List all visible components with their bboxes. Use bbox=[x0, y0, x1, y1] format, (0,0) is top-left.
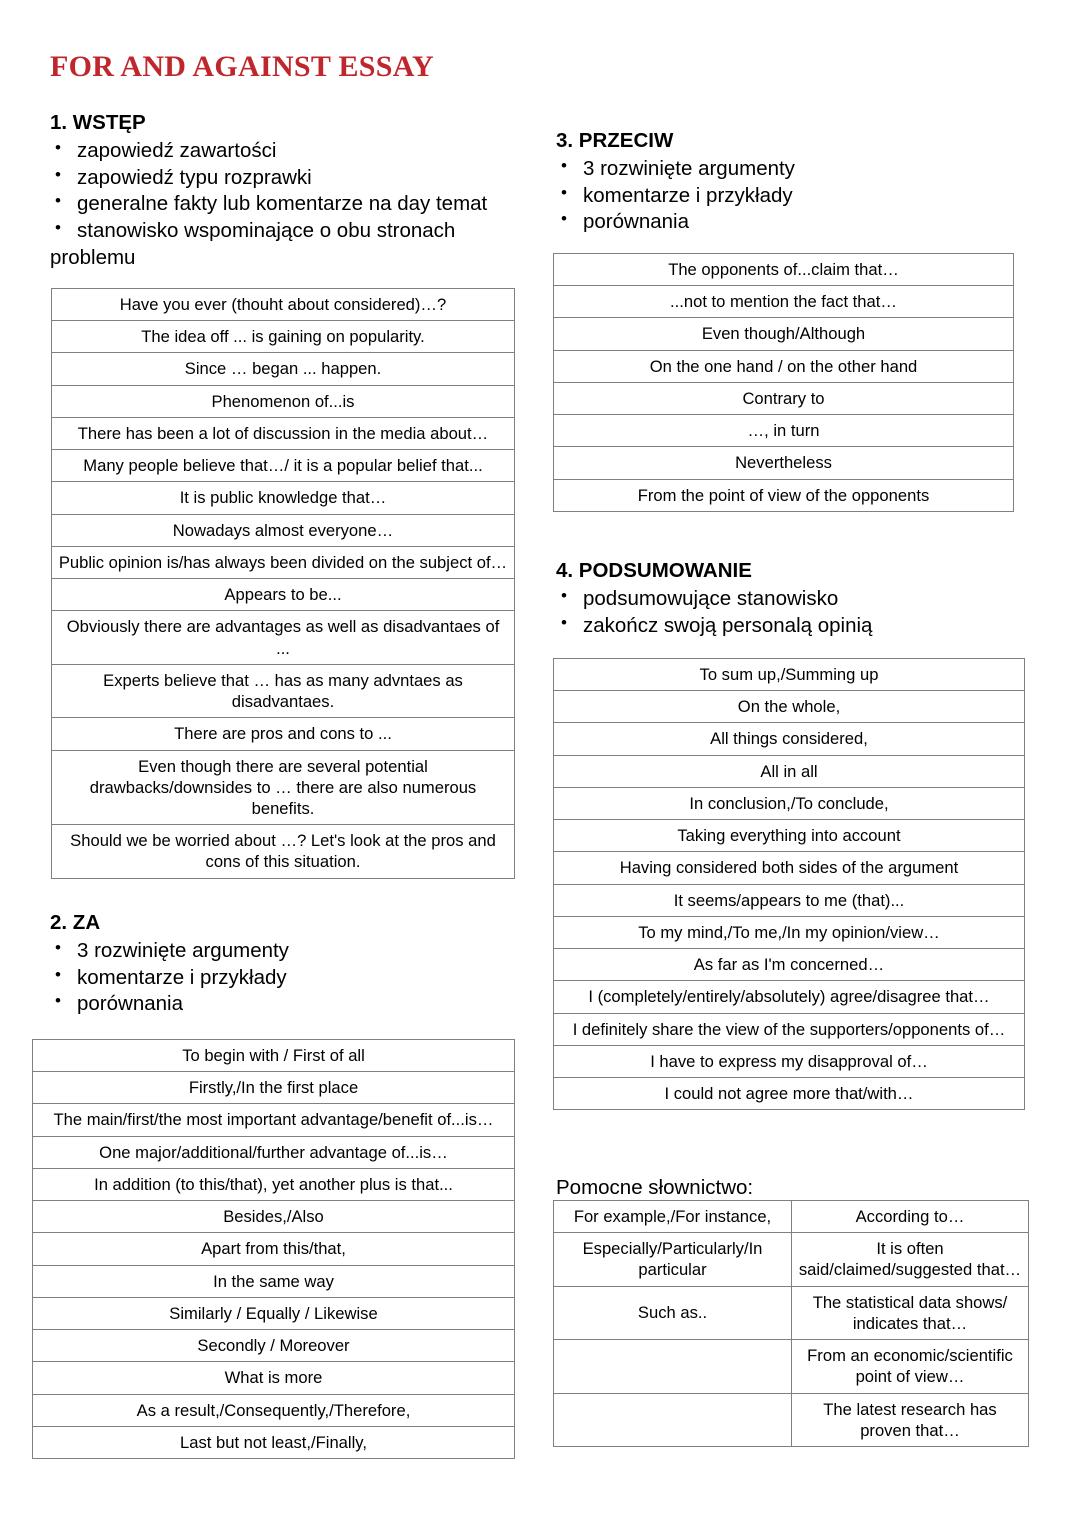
table-row bbox=[52, 825, 515, 878]
podsumowanie-phrase-table bbox=[553, 658, 1025, 1110]
table-row bbox=[554, 1286, 1029, 1339]
phrase-cell: Taking everything into account bbox=[554, 820, 1025, 852]
section-wstep bbox=[50, 110, 520, 271]
phrase-cell: I definitely share the view of the supporters/opponents of… bbox=[554, 1013, 1025, 1045]
vocab-cell: For example,/For instance, bbox=[554, 1201, 792, 1233]
phrase-cell: All in all bbox=[554, 755, 1025, 787]
section-podsumowanie bbox=[556, 558, 1016, 639]
list-item: • porównania bbox=[556, 209, 1016, 236]
table-row bbox=[554, 350, 1014, 382]
table-row bbox=[52, 450, 515, 482]
table-row bbox=[554, 981, 1025, 1013]
section-podsumowanie-heading: 4. PODSUMOWANIE bbox=[556, 559, 752, 582]
phrase-cell: Nevertheless bbox=[554, 447, 1014, 479]
table-row bbox=[52, 718, 515, 750]
phrase-cell: Phenomenon of...is bbox=[52, 385, 515, 417]
list-item: • zapowiedź typu rozprawki bbox=[50, 165, 520, 192]
wstep-phrase-table bbox=[51, 288, 515, 879]
phrase-cell: On the one hand / on the other hand bbox=[554, 350, 1014, 382]
table-row bbox=[33, 1265, 515, 1297]
table-row bbox=[554, 916, 1025, 948]
phrase-cell: I could not agree more that/with… bbox=[554, 1078, 1025, 1110]
phrase-cell: It seems/appears to me (that)... bbox=[554, 884, 1025, 916]
phrase-cell: The main/first/the most important advantage/benefit of...is… bbox=[33, 1104, 515, 1136]
phrase-cell: The opponents of...claim that… bbox=[554, 254, 1014, 286]
table-row bbox=[33, 1040, 515, 1072]
section-za-heading: 2. ZA bbox=[50, 911, 101, 934]
table-row bbox=[554, 479, 1014, 511]
vocab-cell-empty bbox=[554, 1340, 792, 1393]
phrase-cell: Since … began ... happen. bbox=[52, 353, 515, 385]
table-row bbox=[52, 417, 515, 449]
vocab-cell-empty bbox=[554, 1393, 792, 1446]
phrase-cell: From the point of view of the opponents bbox=[554, 479, 1014, 511]
section-przeciw-bullets bbox=[556, 156, 1016, 236]
table-row bbox=[554, 318, 1014, 350]
page-title: FOR AND AGAINST ESSAY bbox=[50, 50, 434, 83]
list-item: • komentarze i przykłady bbox=[50, 965, 520, 992]
table-row bbox=[33, 1330, 515, 1362]
za-phrase-table bbox=[32, 1039, 515, 1459]
list-item: • podsumowujące stanowisko bbox=[556, 586, 1016, 613]
przeciw-phrase-table bbox=[553, 253, 1014, 512]
vocabulary-label: Pomocne słownictwo: bbox=[556, 1176, 754, 1199]
phrase-cell: I (completely/entirely/absolutely) agree/disagree that… bbox=[554, 981, 1025, 1013]
phrase-cell: The idea off ... is gaining on popularity. bbox=[52, 321, 515, 353]
phrase-cell: Apart from this/that, bbox=[33, 1233, 515, 1265]
table-row bbox=[554, 1340, 1029, 1393]
list-item: • komentarze i przykłady bbox=[556, 183, 1016, 210]
phrase-cell: As a result,/Consequently,/Therefore, bbox=[33, 1394, 515, 1426]
table-row bbox=[33, 1233, 515, 1265]
table-row bbox=[554, 820, 1025, 852]
list-item: • zapowiedź zawartości bbox=[50, 138, 520, 165]
table-row bbox=[33, 1394, 515, 1426]
table-row bbox=[33, 1168, 515, 1200]
phrase-cell: Firstly,/In the first place bbox=[33, 1072, 515, 1104]
table-row bbox=[52, 579, 515, 611]
table-row bbox=[33, 1297, 515, 1329]
phrase-cell: On the whole, bbox=[554, 691, 1025, 723]
table-row bbox=[554, 787, 1025, 819]
phrase-cell: Even though there are several potential drawbacks/downsides to … there are also numerous benefits. bbox=[52, 750, 515, 825]
table-row bbox=[554, 382, 1014, 414]
list-item: • 3 rozwinięte argumenty bbox=[50, 938, 520, 965]
phrase-cell: There are pros and cons to ... bbox=[52, 718, 515, 750]
phrase-cell: Obviously there are advantages as well as disadvantaes of ... bbox=[52, 611, 515, 664]
phrase-cell: …, in turn bbox=[554, 415, 1014, 447]
phrase-cell: I have to express my disapproval of… bbox=[554, 1045, 1025, 1077]
phrase-cell: ...not to mention the fact that… bbox=[554, 286, 1014, 318]
list-item: • porównania bbox=[50, 991, 520, 1018]
phrase-cell: To sum up,/Summing up bbox=[554, 659, 1025, 691]
table-row bbox=[554, 1233, 1029, 1286]
table-row bbox=[52, 289, 515, 321]
table-row bbox=[554, 254, 1014, 286]
phrase-cell: Similarly / Equally / Likewise bbox=[33, 1297, 515, 1329]
table-row bbox=[554, 1013, 1025, 1045]
table-row bbox=[554, 949, 1025, 981]
table-row bbox=[52, 611, 515, 664]
phrase-cell: There has been a lot of discussion in the media about… bbox=[52, 417, 515, 449]
table-row bbox=[554, 1045, 1025, 1077]
table-row bbox=[554, 755, 1025, 787]
table-row bbox=[554, 286, 1014, 318]
phrase-cell: In conclusion,/To conclude, bbox=[554, 787, 1025, 819]
phrase-cell: It is public knowledge that… bbox=[52, 482, 515, 514]
section-przeciw bbox=[556, 128, 1016, 236]
vocabulary-table bbox=[553, 1200, 1029, 1447]
table-row bbox=[554, 884, 1025, 916]
phrase-cell: To begin with / First of all bbox=[33, 1040, 515, 1072]
vocab-cell: According to… bbox=[792, 1201, 1029, 1233]
table-row bbox=[52, 750, 515, 825]
section-przeciw-heading: 3. PRZECIW bbox=[556, 129, 674, 152]
phrase-cell: Appears to be... bbox=[52, 579, 515, 611]
list-item: • 3 rozwinięte argumenty bbox=[556, 156, 1016, 183]
list-item: • zakończ swoją personalą opinią bbox=[556, 613, 1016, 640]
section-za-bullets bbox=[50, 938, 520, 1018]
phrase-cell: All things considered, bbox=[554, 723, 1025, 755]
phrase-cell: Having considered both sides of the argument bbox=[554, 852, 1025, 884]
table-row bbox=[33, 1426, 515, 1458]
table-row bbox=[52, 514, 515, 546]
table-row bbox=[33, 1201, 515, 1233]
phrase-cell: In addition (to this/that), yet another plus is that... bbox=[33, 1168, 515, 1200]
section-podsumowanie-bullets bbox=[556, 586, 1016, 639]
phrase-cell: What is more bbox=[33, 1362, 515, 1394]
phrase-cell: One major/additional/further advantage of...is… bbox=[33, 1136, 515, 1168]
vocab-cell: The statistical data shows/ indicates that… bbox=[792, 1286, 1029, 1339]
table-row bbox=[554, 415, 1014, 447]
table-row bbox=[33, 1362, 515, 1394]
phrase-cell: Even though/Although bbox=[554, 318, 1014, 350]
vocab-cell: Especially/Particularly/In particular bbox=[554, 1233, 792, 1286]
table-row bbox=[554, 723, 1025, 755]
vocab-cell: From an economic/scientific point of view… bbox=[792, 1340, 1029, 1393]
table-row bbox=[554, 1078, 1025, 1110]
section-za bbox=[50, 910, 520, 1018]
phrase-cell: Public opinion is/has always been divided on the subject of… bbox=[52, 546, 515, 578]
table-row bbox=[554, 691, 1025, 723]
phrase-cell: To my mind,/To me,/In my opinion/view… bbox=[554, 916, 1025, 948]
phrase-cell: Experts believe that … has as many advntaes as disadvantaes. bbox=[52, 664, 515, 717]
table-row bbox=[554, 447, 1014, 479]
table-row bbox=[33, 1104, 515, 1136]
vocab-cell: Such as.. bbox=[554, 1286, 792, 1339]
table-row bbox=[33, 1136, 515, 1168]
table-row bbox=[554, 1393, 1029, 1446]
phrase-cell: In the same way bbox=[33, 1265, 515, 1297]
table-row bbox=[52, 321, 515, 353]
phrase-cell: Have you ever (thouht about considered)…? bbox=[52, 289, 515, 321]
phrase-cell: Nowadays almost everyone… bbox=[52, 514, 515, 546]
table-row bbox=[33, 1072, 515, 1104]
phrase-cell: Besides,/Also bbox=[33, 1201, 515, 1233]
phrase-cell: Secondly / Moreover bbox=[33, 1330, 515, 1362]
table-row bbox=[52, 385, 515, 417]
list-item-continuation: problemu bbox=[50, 245, 136, 269]
phrase-cell: As far as I'm concerned… bbox=[554, 949, 1025, 981]
table-row bbox=[52, 353, 515, 385]
vocab-cell: The latest research has proven that… bbox=[792, 1393, 1029, 1446]
table-row bbox=[52, 546, 515, 578]
table-row bbox=[554, 852, 1025, 884]
vocab-cell: It is often said/claimed/suggested that… bbox=[792, 1233, 1029, 1286]
list-item: • generalne fakty lub komentarze na day temat bbox=[50, 191, 520, 218]
table-row bbox=[554, 1201, 1029, 1233]
phrase-cell: Contrary to bbox=[554, 382, 1014, 414]
table-row bbox=[554, 659, 1025, 691]
table-row bbox=[52, 664, 515, 717]
list-item: • stanowisko wspominające o obu stronach bbox=[50, 218, 520, 245]
phrase-cell: Last but not least,/Finally, bbox=[33, 1426, 515, 1458]
section-wstep-bullets bbox=[50, 138, 520, 271]
table-row bbox=[52, 482, 515, 514]
phrase-cell: Many people believe that…/ it is a popular belief that... bbox=[52, 450, 515, 482]
phrase-cell: Should we be worried about …? Let's look at the pros and cons of this situation. bbox=[52, 825, 515, 878]
section-wstep-heading: 1. WSTĘP bbox=[50, 111, 146, 134]
